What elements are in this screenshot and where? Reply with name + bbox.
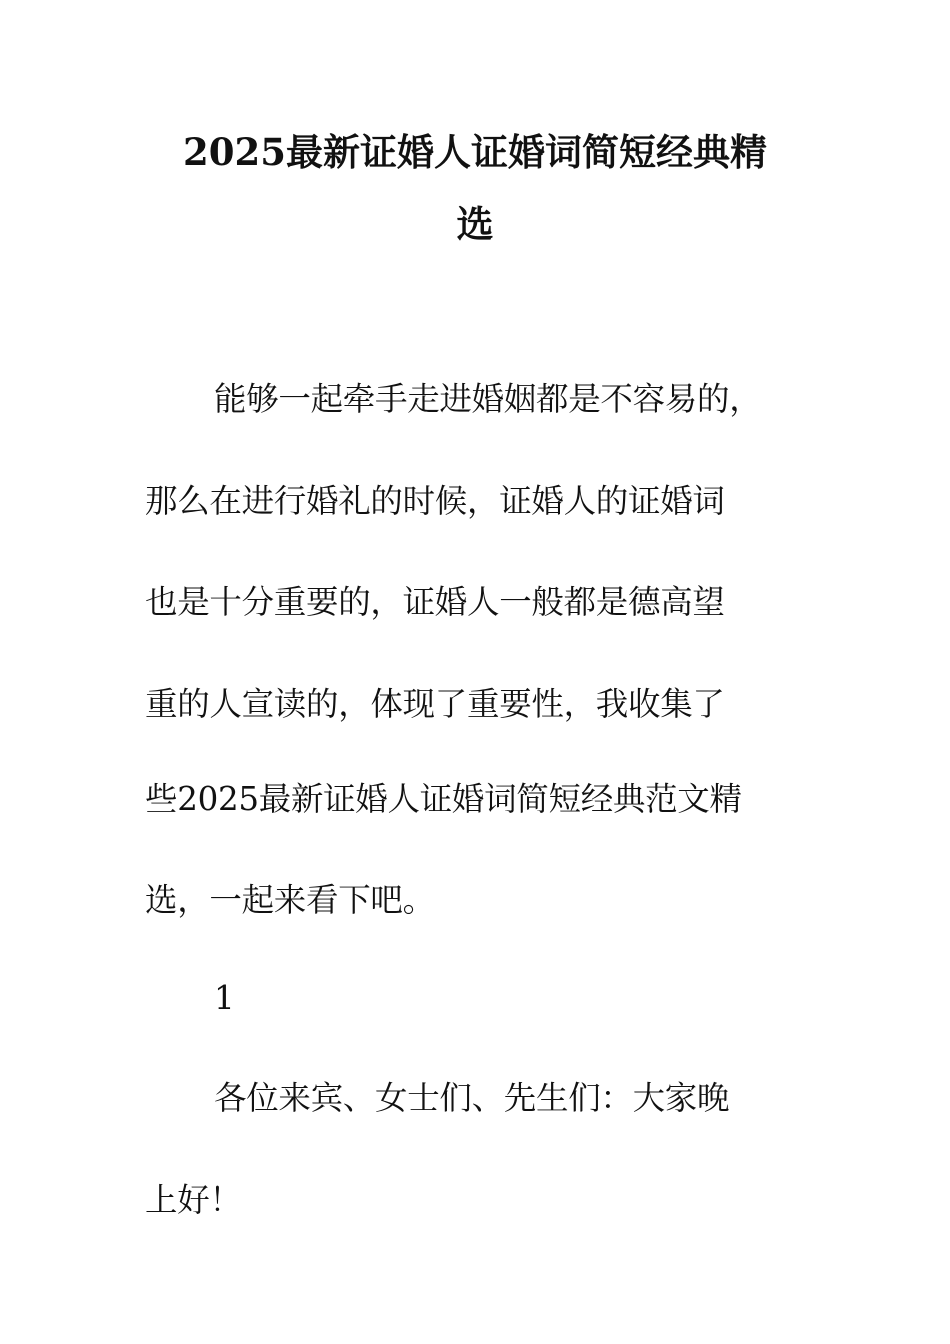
- paragraph-1-line-6: 选，一起来看下吧。: [145, 881, 435, 919]
- section-number: 1: [214, 979, 235, 1017]
- paragraph-1-line-4: 重的人宣读的，体现了重要性，我收集了: [145, 685, 725, 723]
- paragraph-1-line-2: 那么在进行婚礼的时候，证婚人的证婚词: [145, 482, 725, 520]
- paragraph-2-line-2: 上好！: [145, 1181, 242, 1219]
- paragraph-2-line-1: 各位来宾、女士们、先生们：大家晚: [214, 1079, 730, 1117]
- document-title-line-2: 选: [456, 202, 494, 246]
- paragraph-1-line-5: 些2025最新证婚人证婚词简短经典范文精: [145, 780, 742, 818]
- document-title-line-1: 2025最新证婚人证婚词简短经典精: [183, 130, 767, 174]
- paragraph-1-line-3: 也是十分重要的，证婚人一般都是德高望: [145, 583, 725, 621]
- paragraph-1-line-1: 能够一起牵手走进婚姻都是不容易的，: [214, 380, 762, 418]
